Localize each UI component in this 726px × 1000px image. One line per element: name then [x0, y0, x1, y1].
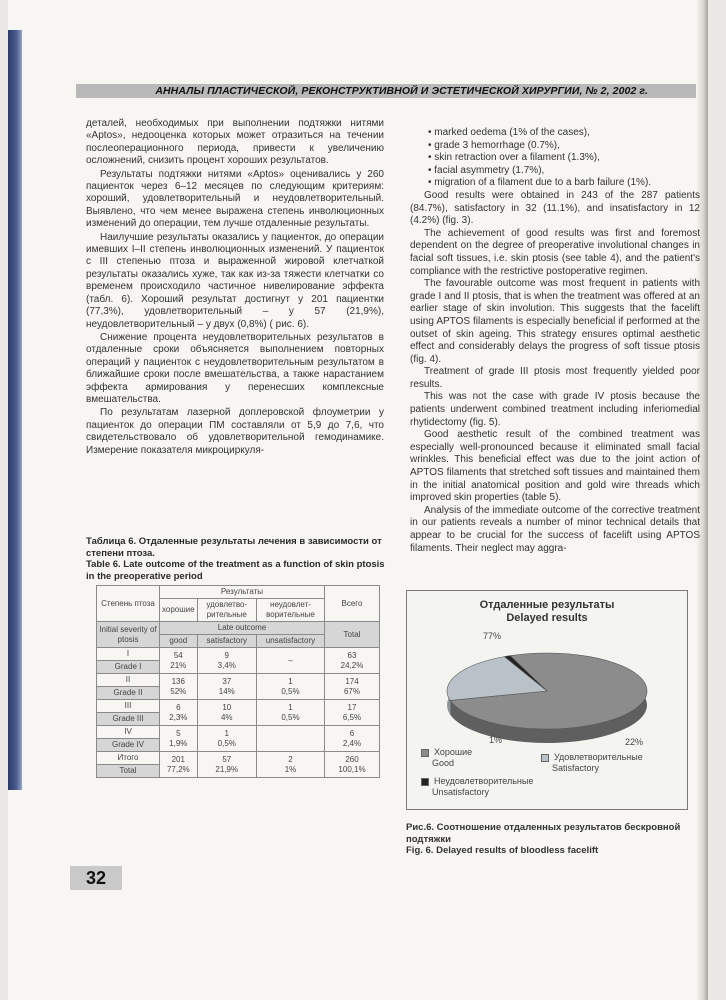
paragraph: деталей, необходимых при выполнении подтяжки нитями «Aptos», недооценка которых может отразиться на течении послеоперационного периода, привести к увеличению осложнений, снизить процент хороших результатов.: [86, 118, 384, 167]
figure-caption-en: Fig. 6. Delayed results of bloodless facelift: [406, 845, 599, 856]
header-good-en: good: [160, 635, 198, 648]
right-column-text: [410, 127, 700, 555]
cell-count: 201: [171, 754, 185, 764]
header-total-en: Total: [325, 622, 380, 648]
table-caption-ru: Таблица 6. Отдаленные результаты лечения в зависимости от степени птоза.: [86, 536, 382, 559]
cell-percent: 24,2%: [340, 660, 364, 670]
cell-satisfactory: [197, 648, 256, 674]
grade-label-ru: Итого: [97, 752, 160, 765]
cell-percent: 1,9%: [169, 738, 188, 748]
cell-percent: 52%: [170, 686, 187, 696]
figure-caption: [406, 822, 698, 857]
cell-count: 2: [288, 754, 293, 764]
cell-unsatisfactory: [256, 726, 324, 752]
legend-good: [421, 747, 472, 769]
header-results-ru: Результаты: [160, 586, 325, 599]
cell-good: [160, 674, 198, 700]
cell-total: [325, 700, 380, 726]
grade-label-en: Grade II: [97, 687, 160, 700]
legend-label-ru: Удовлетворительные: [554, 752, 643, 762]
header-total-ru: Всего: [325, 586, 380, 622]
legend-swatch: [541, 754, 549, 762]
cell-unsatisfactory: [256, 700, 324, 726]
table-caption-en: Table 6. Late outcome of the treatment as a function of skin ptosis in the preoperative period: [86, 559, 385, 582]
journal-page: [8, 0, 708, 1000]
cell-percent: 21,9%: [215, 764, 239, 774]
cell-percent: 67%: [343, 686, 360, 696]
cell-count: 260: [345, 754, 359, 764]
cell-good: [160, 726, 198, 752]
paragraph: The achievement of good results was first and foremost dependent on the degree of preoperative involutional changes in facial soft tissues, i.e. skin ptosis (see table 4), and the patient's compliance with the restrictive postoperative regimen.: [410, 227, 700, 277]
left-column-text: [86, 118, 384, 458]
cell-satisfactory: [197, 674, 256, 700]
legend-label-ru: Хорошие: [434, 747, 473, 757]
grade-label-en: Grade I: [97, 661, 160, 674]
pie-data-label: 22%: [625, 737, 644, 747]
cell-percent: 0,5%: [281, 686, 300, 696]
cell-percent: 4%: [220, 712, 233, 722]
outcome-table: [96, 585, 380, 778]
paragraph: The favourable outcome was most frequent in patients with grade I and II ptosis, that is when the treatment was offered at an earlier stage of skin involution. This suggests that the facelift using APTOS filaments is especially beneficial if performed at the outset of skin ageing. This strategy ensures optimal aesthetic effect and considerably delays the progress of soft tissue ptosis (fig. 4).: [410, 278, 700, 365]
cell-count: 1: [288, 676, 293, 686]
header-grade-en: Initial severity of ptosis: [97, 622, 160, 648]
cell-percent: 100,1%: [338, 764, 366, 774]
cell-good: [160, 648, 198, 674]
pie-data-label: 1%: [489, 735, 503, 745]
pie-data-label: 77%: [483, 631, 502, 641]
cell-percent: 0,5%: [281, 712, 300, 722]
legend-swatch: [421, 749, 429, 757]
legend-satisfactory: [541, 752, 643, 774]
cell-total: [325, 674, 380, 700]
cell-percent: 2,3%: [169, 712, 188, 722]
running-header: АННАЛЫ ПЛАСТИЧЕСКОЙ, РЕКОНСТРУКТИВНОЙ И ЭСТЕТИЧЕСКОЙ ХИРУРГИИ, № 2, 2002 г.: [76, 84, 696, 98]
cell-count: 63: [347, 650, 357, 660]
cell-percent: 6,5%: [342, 712, 362, 722]
cell-count: 10: [222, 702, 232, 712]
cell-unsatisfactory: [256, 752, 324, 778]
paragraph: Снижение процента неудовлетворительных результатов в отдаленные сроки объясняется выполнением повторных операций у пациенток с неудовлетворительным результатом в ближайшие сроки после вмешательства, а также нарастанием эффекта армирования у перенесших комплексные вмешательства.: [86, 331, 384, 405]
list-item: • facial asymmetry (1.7%),: [428, 165, 700, 178]
cell-count: 136: [171, 676, 185, 686]
cell-total: [325, 648, 380, 674]
cell-count: 54: [173, 650, 183, 660]
grade-label-en: Total: [97, 765, 160, 778]
pie-chart-figure: [406, 590, 688, 810]
legend-swatch: [421, 778, 429, 786]
cell-percent: 77,2%: [166, 764, 190, 774]
header-results-en: Late outcome: [160, 622, 325, 635]
cell-percent: 1%: [284, 764, 297, 774]
header-satisfactory-ru: удовлетво-рительные: [197, 599, 256, 622]
cell-percent: 14%: [218, 686, 235, 696]
cell-satisfactory: [197, 700, 256, 726]
legend-unsatisfactory: [421, 776, 533, 798]
header-satisfactory-en: satisfactory: [197, 635, 256, 648]
paragraph: Good aesthetic result of the combined treatment was especially well-pronounced because it eliminated small facial wrinkles. This beneficial effect was due to the joint action of APTOS filaments that stretched soft tissues and maintained them in the initial anatomical position and gold wire threads which improved skin properties (table 5).: [410, 429, 700, 504]
cell-count: 6: [176, 702, 181, 712]
legend-label-en: Unsatisfactory: [432, 787, 490, 797]
cell-percent: 2,4%: [342, 738, 362, 748]
cell-good: [160, 700, 198, 726]
cell-count: 17: [347, 702, 357, 712]
table-row: [97, 648, 380, 661]
table-row: [97, 752, 380, 765]
paragraph: Good results were obtained in 243 of the 287 patients (84.7%), satisfactory in 32 (11.1%), and insatisfactory in 12 (4.2%) (fig. 3).: [410, 189, 700, 227]
cell-good: [160, 752, 198, 778]
cell-count: 57: [222, 754, 232, 764]
legend-label-en: Good: [432, 758, 455, 768]
paragraph: По результатам лазерной доплеровской флоуметрии у пациенток до операции ПМ составляли от 5,9 до 7,6, что свидетельствовало об удовлетворительной гемодинамике. Измерение показателя микроциркуля-: [86, 407, 384, 456]
header-unsatisfactory-ru: неудовлет-ворительные: [256, 599, 324, 622]
list-item: • grade 3 hemorrhage (0.7%),: [428, 140, 700, 153]
cell-count: 1: [288, 702, 293, 712]
list-item: • migration of a filament due to a barb failure (1%).: [428, 177, 700, 190]
grade-label-ru: I: [97, 648, 160, 661]
table-row: [97, 700, 380, 713]
page-edge-band: [8, 30, 22, 790]
cell-total: [325, 752, 380, 778]
grade-label-en: Grade IV: [97, 739, 160, 752]
chart-title-ru: Отдаленные результаты: [479, 599, 615, 611]
cell-percent: 3,4%: [217, 660, 236, 670]
table-row: [97, 674, 380, 687]
header-grade-ru: Степень птоза: [97, 586, 160, 622]
paragraph: Результаты подтяжки нитями «Aptos» оценивались у 260 пациенток через 6–12 месяцев по следующим критериям: хороший, удовлетворительный и неудовлетворительный. Выявлено, что чем менее выражена степень инволюционных изменений до операции, тем лучше отдаленные результаты.: [86, 168, 384, 230]
paragraph: Treatment of grade III ptosis most frequently yielded poor results.: [410, 366, 700, 390]
cell-satisfactory: [197, 752, 256, 778]
cell-percent: 0,5%: [217, 738, 236, 748]
legend-label-ru: Неудовлетворительные: [434, 776, 534, 786]
cell-satisfactory: [197, 726, 256, 752]
cell-count: 5: [176, 728, 181, 738]
cell-count: 37: [222, 676, 232, 686]
cell-unsatisfactory: [256, 648, 324, 674]
cell-count: 174: [345, 676, 359, 686]
figure-caption-ru: Рис.6. Соотношение отдаленных результатов бескровной подтяжки: [406, 822, 681, 845]
chart-title-en: Delayed results: [506, 612, 588, 624]
cell-count: –: [288, 655, 293, 665]
legend-label-en: Satisfactory: [552, 763, 600, 773]
cell-total: [325, 726, 380, 752]
paragraph: This was not the case with grade IV ptosis because the patients underwent combined treatment including inferiomedial rhytidectomy (fig. 5).: [410, 391, 700, 428]
header-good-ru: хорошие: [160, 599, 198, 622]
table-row: [97, 726, 380, 739]
paragraph: Наилучшие результаты оказались у пациенток, до операции имевших I–II степень инволюционных изменений. У пациенток с III степенью птоза и выраженной жировой клетчаткой результаты оказались хуже, так как из-за тяжести клетчатки со временем происходило частичное нивелирование эффекта (табл. 6). Хороший результат достигнут у 201 пациентки (77,3%), удовлетворительный – у 57 (21,9%), неудовлетворительный – у двух (0,8%) ( рис. 6).: [86, 231, 384, 330]
list-item: • skin retraction over a filament (1.3%),: [428, 152, 700, 165]
cell-percent: 21%: [170, 660, 187, 670]
cell-count: 9: [224, 650, 229, 660]
paragraph: Analysis of the immediate outcome of the corrective treatment in our patients reveals a number of minor technical details that appear to be crucial for the success of facelift using APTOS filaments. Their neglect may aggra-: [410, 504, 700, 554]
list-item: • marked oedema (1% of the cases),: [428, 127, 700, 140]
cell-count: 6: [349, 728, 355, 738]
grade-label-ru: IV: [97, 726, 160, 739]
grade-label-en: Grade III: [97, 713, 160, 726]
cell-unsatisfactory: [256, 674, 324, 700]
page-number: 32: [70, 866, 122, 890]
cell-count: 1: [224, 728, 229, 738]
grade-label-ru: III: [97, 700, 160, 713]
header-unsatisfactory-en: unsatisfactory: [256, 635, 324, 648]
complications-list: [410, 127, 700, 190]
table-caption: [86, 536, 386, 582]
grade-label-ru: II: [97, 674, 160, 687]
